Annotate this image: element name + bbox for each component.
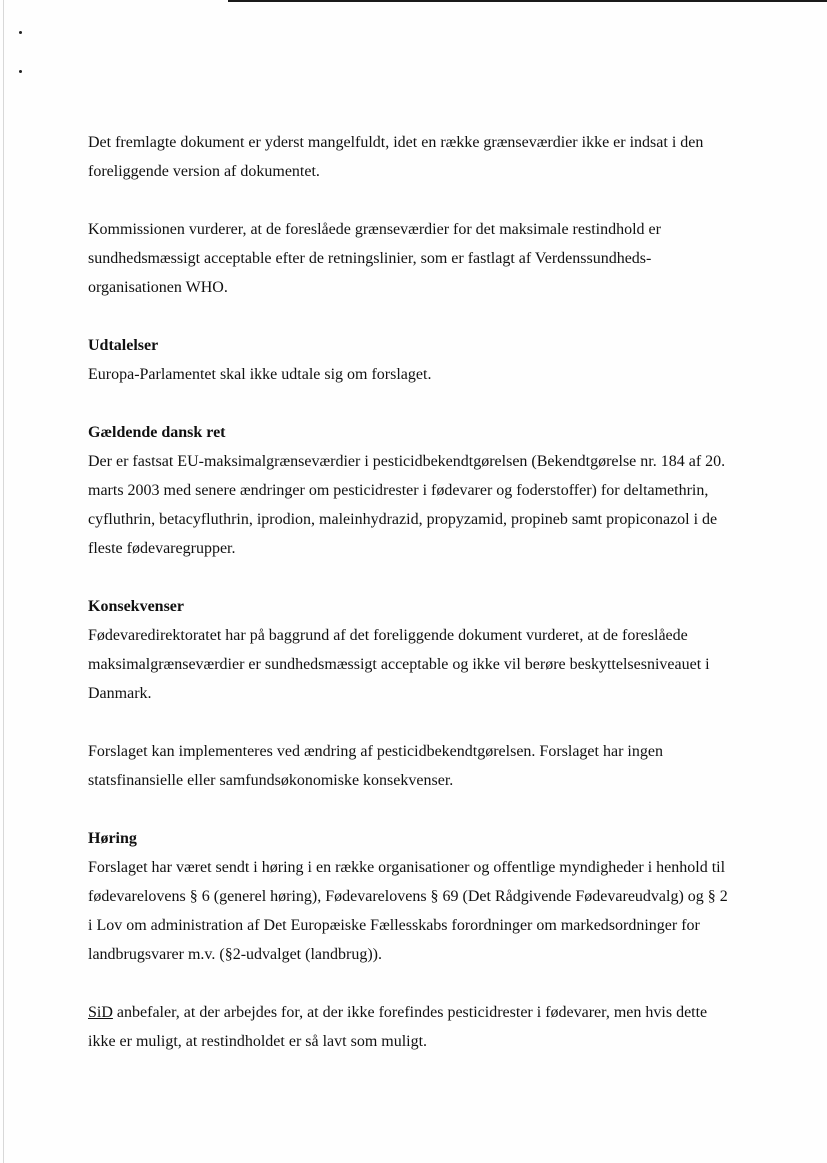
section-konsekvenser — [88, 592, 768, 708]
sid-abbreviation: SiD — [88, 1004, 113, 1021]
horing-text: Forslaget har været sendt i høring i en række organisationer og offentlige myndigheder i henhold til fødevarelovens § 6 (generel høring), Fødevarelovens § 69 (Det Rådgivende Fødevareudvalg) og § 2 i Lov om administration af Det Europæiske Fællesskabs forordninger om markedsordninger for landbrugsvarer m.v. (§2-udvalget (landbrug)). — [88, 859, 728, 963]
heading-konsekvenser: Konsekvenser — [88, 598, 184, 615]
document-body — [88, 128, 768, 1085]
konsekvenser-text-2: Forslaget kan implementeres ved ændring af pesticidbekendtgørelsen. Forslaget har ingen statsfinansielle eller samfundsøkonomiske konsekvenser. — [88, 743, 663, 789]
top-rule — [228, 0, 827, 2]
udtalelser-text: Europa-Parlamentet skal ikke udtale sig om forslaget. — [88, 366, 432, 383]
page-edge — [3, 0, 4, 1163]
section-udtalelser — [88, 331, 768, 389]
section-horing — [88, 824, 768, 969]
sid-text: anbefaler, at der arbejdes for, at der ikke forefindes pesticidrester i fødevarer, men hvis dette ikke er muligt, at restindholdet er så lavt som muligt. — [88, 1004, 708, 1050]
heading-gaeldende-dansk-ret: Gældende dansk ret — [88, 424, 226, 441]
sid-paragraph — [88, 998, 768, 1056]
bullet-mark — [19, 70, 22, 73]
heading-udtalelser: Udtalelser — [88, 337, 159, 354]
gaeldende-text: Der er fastsat EU-maksimalgrænseværdier i pesticidbekendtgørelsen (Bekendtgørelse nr. 184 af 20. marts 2003 med senere ændringer om pesticidrester i fødevarer og foderstoffer) for deltamethrin, cyfluthrin, betacyfluthrin, iprodion, maleinhydrazid, propyzamid, propineb samt propiconazol i de fleste fødevaregrupper. — [88, 453, 726, 557]
paragraph-intro: Det fremlagte dokument er yderst mangelfuldt, idet en række grænseværdier ikke er indsat i den foreliggende version af dokumentet. — [88, 134, 704, 180]
section-gaeldende-dansk-ret — [88, 418, 768, 563]
konsekvenser-text: Fødevaredirektoratet har på baggrund af det foreliggende dokument vurderet, at de foreslåede maksimalgrænseværdier er sundhedsmæssigt acceptable og ikke vil berøre beskyttelsesniveauet i Danmark. — [88, 627, 710, 702]
heading-horing: Høring — [88, 830, 137, 847]
bullet-mark — [19, 31, 22, 34]
paragraph-commission: Kommissionen vurderer, at de foreslåede grænseværdier for det maksimale restindhold er sundhedsmæssigt acceptable efter de retningslinier, som er fastlagt af Verdenssundheds- organisationen WHO. — [88, 221, 661, 296]
